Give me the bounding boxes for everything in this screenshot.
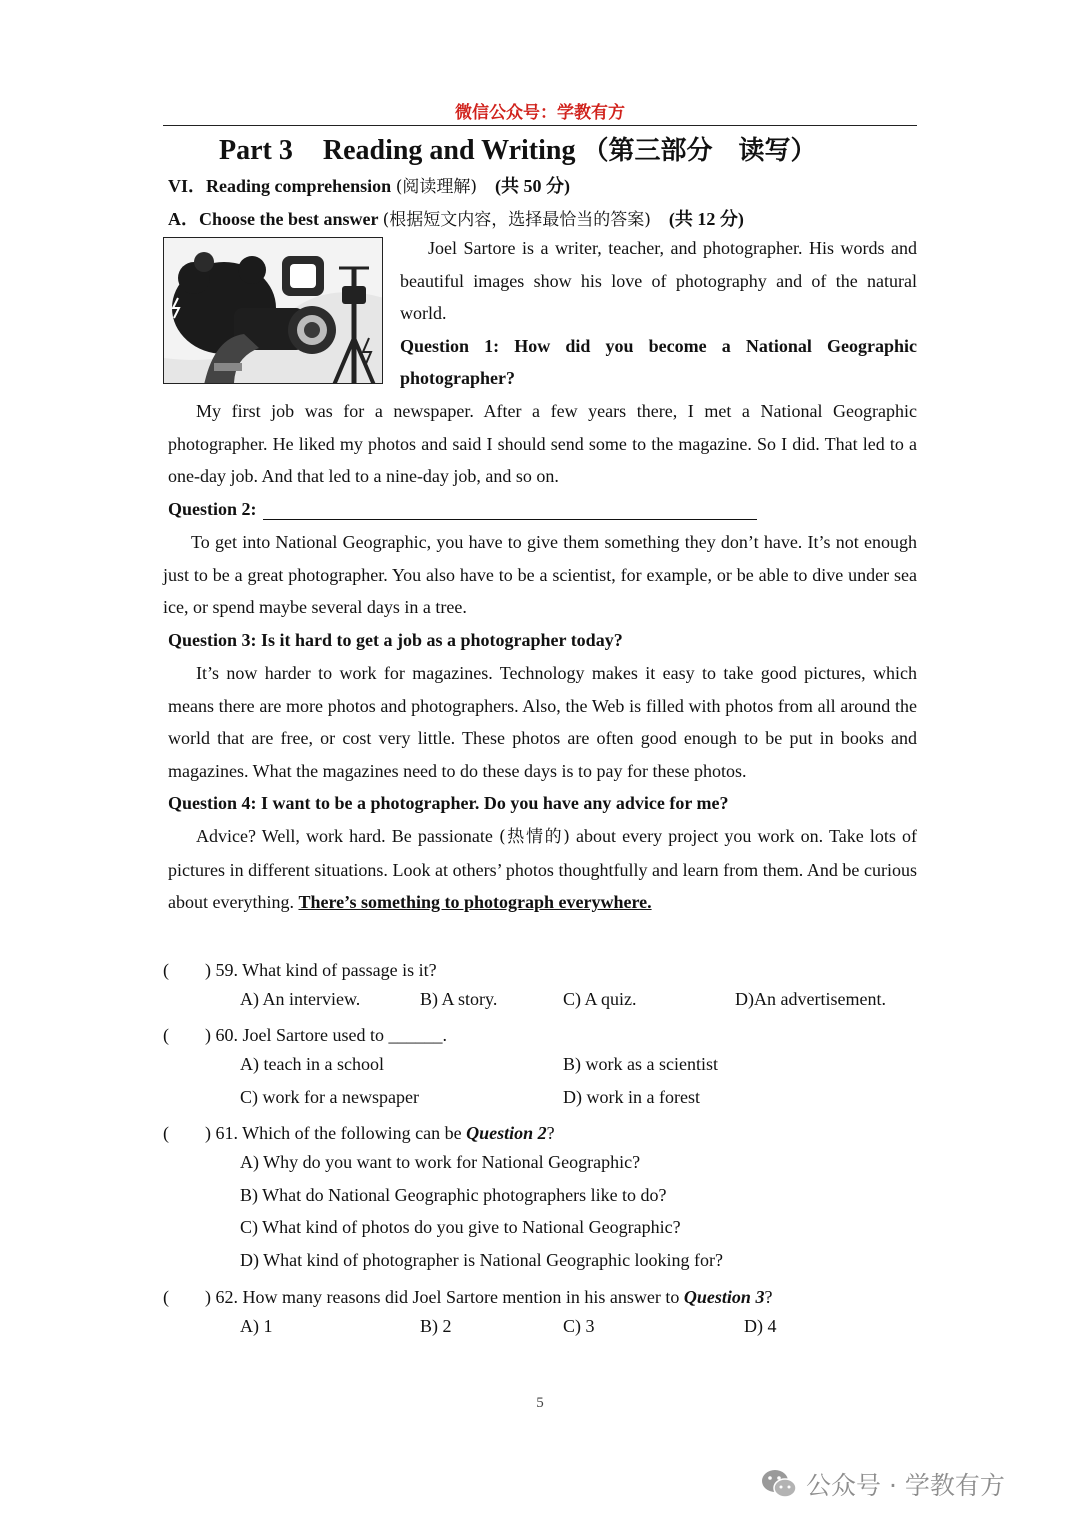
answer-3-paragraph: [168, 657, 917, 787]
question-1-heading: Question 1: How did you become a National Geographic photographer?: [400, 335, 917, 389]
section-score: (共 50 分): [476, 176, 570, 196]
header-rule: [163, 125, 917, 126]
question-61-stem-emphasis: Question 2: [466, 1123, 547, 1143]
question-62-option-d: D) 4: [744, 1316, 777, 1336]
question-62-option-b: B) 2: [420, 1316, 452, 1336]
answer-4-gloss: (热情的): [499, 827, 570, 847]
answer-4-paragraph: [168, 820, 917, 919]
answer-4-underlined: There’s something to photograph everywhere.: [298, 892, 652, 913]
section-heading: [168, 172, 570, 198]
question-2-blank: [263, 501, 757, 520]
wechat-icon: [760, 1468, 798, 1500]
answer-3-text: It’s now harder to work for magazines. Technology makes it easy to take good pictures, which means there are more photos and photographers. Also, the Web is filled with photos from all around the world that are free, or cost very little. These photos are often good enough to be put in books and magazines. What the magazines need to do these days is to pay for these photos.: [168, 663, 917, 781]
answer-2-paragraph: [163, 526, 917, 624]
part-title: [219, 130, 816, 167]
answer-4-text: [168, 820, 917, 919]
question-61-option-b: B) What do National Geographic photographers like to do?: [240, 1185, 667, 1205]
intro-paragraph: [400, 232, 917, 395]
question-59-option-c: C) A quiz.: [563, 989, 637, 1009]
footer-watermark-text: 公众号 · 学教有方: [806, 1471, 1005, 1500]
question-60-option-b: B) work as a scientist: [563, 1054, 718, 1074]
question-61-option-d: D) What kind of photographer is National Geographic looking for?: [240, 1250, 724, 1270]
part-name-cn: （第三部分 读写）: [582, 136, 817, 166]
question-61-stem-end: ?: [546, 1123, 555, 1143]
subsection-score: (共 12 分): [650, 209, 744, 229]
answer-4-part-2: about every project you work on. Take lots of pictures in different situations. Look at others’ photos thoughtfully and learn from them. And be curious about everything.: [168, 826, 918, 913]
question-59-option-d: D)An advertisement.: [735, 989, 886, 1009]
question-2-label: Question 2:: [168, 499, 257, 519]
question-60-stem: ( ) 60. Joel Sartore used to ______.: [163, 1025, 447, 1045]
answer-4-part-1: Advice? Well, work hard. Be passionate: [196, 826, 500, 846]
subsection-label: A．Choose the best answer: [168, 209, 383, 229]
question-61-option-c: C) What kind of photos do you give to National Geographic?: [240, 1217, 681, 1237]
question-61-stem-text: ( ) 61. Which of the following can be: [163, 1123, 467, 1143]
question-62-option-a: A) 1: [240, 1316, 273, 1336]
subsection-heading: [168, 205, 744, 231]
question-61-stem: [163, 1119, 555, 1145]
question-2-heading: [168, 499, 757, 520]
answer-2-text: To get into National Geographic, you have to give them something they don’t have. It’s not enough just to be a great photographer. You also have to be a scientist, for example, or be able to dive under sea ice, or spend maybe several days in a tree.: [163, 532, 917, 618]
question-62-option-c: C) 3: [563, 1316, 595, 1336]
question-4-heading: Question 4: I want to be a photographer. Do you have any advice for me?: [168, 793, 729, 813]
question-62-stem-text: ( ) 62. How many reasons did Joel Sartore mention in his answer to: [163, 1287, 684, 1307]
question-59-option-a: A) An interview.: [240, 989, 361, 1009]
answer-1-text: My first job was for a newspaper. After a few years there, I met a National Geographic photographer. He liked my photos and said I should send some to the magazine. So I did. That led to a one-day job. And that led to a nine-day job, and so on.: [168, 401, 917, 487]
subsection-label-cn: (根据短文内容，选择最恰当的答案): [382, 210, 651, 230]
question-60-option-c: C) work for a newspaper: [240, 1087, 419, 1107]
question-62-stem-end: ?: [764, 1287, 773, 1307]
part-name: Reading and Writing: [322, 135, 576, 166]
section-label-cn: (阅读理解): [395, 177, 477, 197]
page-number: 5: [536, 1395, 544, 1411]
intro-text: Joel Sartore is a writer, teacher, and photographer. His words and beautiful images show his love of photography and of the natural world.: [400, 238, 917, 324]
photographer-illustration: [163, 237, 383, 384]
question-59-option-b: B) A story.: [420, 989, 498, 1009]
question-3-heading: Question 3: Is it hard to get a job as a photographer today?: [168, 630, 623, 650]
footer-watermark: [760, 1466, 1005, 1502]
section-label: VI．Reading comprehension: [168, 176, 396, 196]
question-60-option-d: D) work in a forest: [563, 1087, 700, 1107]
question-62-stem: [163, 1283, 772, 1309]
part-number: Part 3: [219, 135, 293, 166]
answer-1-paragraph: [168, 395, 917, 493]
header-account-tag: 微信公众号：学教有方: [455, 103, 625, 123]
question-59-stem: ( ) 59. What kind of passage is it?: [163, 960, 437, 980]
question-62-stem-emphasis: Question 3: [683, 1287, 765, 1307]
question-60-option-a: A) teach in a school: [240, 1054, 384, 1074]
question-61-option-a: A) Why do you want to work for National Geographic?: [240, 1152, 641, 1172]
